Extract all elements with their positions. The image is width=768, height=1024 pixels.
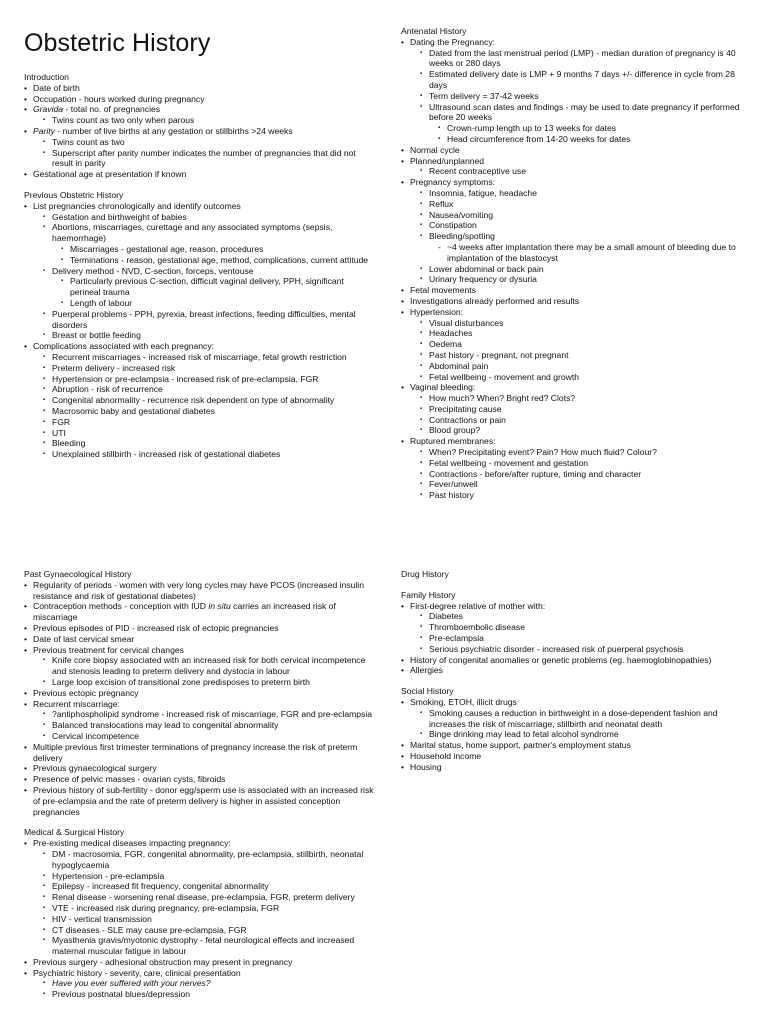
list-item: • Occupation - hours worked during pregnancy: [24, 94, 374, 105]
list-item: • Housing: [401, 762, 746, 773]
list-item: ▪ Fever/unwell: [420, 479, 746, 490]
list-item: • Fetal movements: [401, 285, 746, 296]
list-item: ▪ Estimated delivery date is LMP + 9 months 7 days +/- difference in cycle from 28 days: [420, 69, 746, 91]
list-item: ▪ Serious psychiatric disorder - increased risk of puerperal psychosis: [420, 644, 746, 655]
column-top-left: [24, 28, 374, 460]
list-item: • Ruptured membranes: ▪ When? Precipitating event? Pain? How much fluid? Colour? ▪ Fetal wellbeing - movement and gestation ▪ Contractions - before/after rupture, timing and character ▪ Fever/unwell ▪ Past history: [401, 436, 746, 501]
list-item: ▪ Dated from the last menstrual period (LMP) - median duration of pregnancy is 40 weeks or 280 days: [420, 48, 746, 70]
list-item: ▪ Length of labour: [61, 298, 374, 309]
list-item: • List pregnancies chronologically and identify outcomes ▪ Gestation and birthweight of babies ▪ Abortions, miscarriages, curettage and any associated symptoms (sepsis, haemorrhage) ▪ Miscarriages - gestational age, reason, procedures ▪ Terminations - reason, gestational age, method, complications, current attitude ▪ Delivery method - NVD, C-section, forceps, ventouse ▪ Particularly previous C-section, difficult vaginal delivery, PPH, significant perineal trauma ▪ Length of labour ▪ Puerperal problems - PPH, pyrexia, breast infections, feeding difficulties, mental disorders ▪ Breast or bottle feeding: [24, 201, 374, 341]
list-item: • Regularity of periods - women with very long cycles may have PCOS (increased insulin resistance and risk of gestational diabetes): [24, 580, 374, 602]
list-item: ▪ Recent contraceptive use: [420, 166, 746, 177]
list-item: • Pre-existing medical diseases impacting pregnancy: ▪ DM - macrosomia, FGR, congenital abnormality, pre-eclampsia, stillbirth, neonatal hypoglycaemia ▪ Hypertension - pre-eclampsia ▪ Epilepsy - increased fit frequency, congenital abnormality ▪ Renal disease - worsening renal disease, pre-eclampsia, FGR, preterm delivery ▪ VTE - increased risk during pregnancy, pre-eclampsia, FGR ▪ HIV - vertical transmission ▪ CT diseases - SLE may cause pre-eclampsia, FGR ▪ Myasthenia gravis/myotonic dystrophy - fetal neurological effects and increased maternal muscular fatigue in labour: [24, 838, 374, 957]
section-title-drug: Drug History: [401, 569, 449, 579]
list-item: ▪ Insomnia, fatigue, headache: [420, 188, 746, 199]
list-item: ▪ Lower abdominal or back pain: [420, 264, 746, 275]
list-item: ▪ Abruption - risk of recurrence: [43, 384, 374, 395]
list-item: • Presence of pelvic masses - ovarian cysts, fibroids: [24, 774, 374, 785]
list-item: • Complications associated with each pregnancy: ▪ Recurrent miscarriages - increased risk of miscarriage, fetal growth restriction ▪ Preterm delivery - increased risk ▪ Hypertension or pre-eclampsia - increased risk of pre-eclampsia, FGR ▪ Abruption - risk of recurrence ▪ Congenital abnormality - recurrence risk dependent on type of abnormality ▪ Macrosomic baby and gestational diabetes ▪ FGR ▪ UTI ▪ Bleeding ▪ Unexplained stillbirth - increased risk of gestational diabetes: [24, 341, 374, 460]
list-item: • Previous gynaecological surgery: [24, 763, 374, 774]
page-title: Obstetric History: [24, 29, 211, 57]
list-item: ▪ Twins count as two: [43, 137, 374, 148]
list-item: ▪ Previous postnatal blues/depression: [43, 989, 374, 1000]
social-list: [401, 697, 746, 773]
list-item: • Marital status, home support, partner's employment status: [401, 740, 746, 751]
list-item: ▪ Blood group?: [420, 425, 746, 436]
list-item: ▪ Precipitating cause: [420, 404, 746, 415]
list-item: ▪ Have you ever suffered with your nerves?: [43, 978, 374, 989]
list-item: ▪ UTI: [43, 428, 374, 439]
list-item: ▪ Headaches: [420, 328, 746, 339]
list-item: • Allergies: [401, 665, 746, 676]
list-item: ▪ Fetal wellbeing - movement and gestation: [420, 458, 746, 469]
introduction-list: [24, 83, 374, 180]
list-item: ▪ FGR: [43, 417, 374, 428]
list-item: • Hypertension: ▪ Visual disturbances ▪ Headaches ▪ Oedema ▪ Past history - pregnant, not pregnant ▪ Abdominal pain ▪ Fetal wellbeing - movement and growth: [401, 307, 746, 383]
section-title-antenatal: Antenatal History: [401, 26, 467, 36]
list-item: • Dating the Pregnancy: ▪ Dated from the last menstrual period (LMP) - median duration of pregnancy is 40 weeks or 280 days ▪ Estimated delivery date is LMP + 9 months 7 days +/- difference in cycle from 28 days ▪ Term delivery = 37-42 weeks ▪ Ultrasound scan dates and findings - may be used to date pregnancy if performed before 20 weeks ▪ Crown-rump length up to 13 weeks for dates ▪ Head circumference from 14-20 weeks for dates: [401, 37, 746, 145]
list-item: ▪ Large loop excision of transitional zone predisposes to preterm birth: [43, 677, 374, 688]
list-item: ▪ Preterm delivery - increased risk: [43, 363, 374, 374]
list-item: ▪ Hypertension or pre-eclampsia - increased risk of pre-eclampsia, FGR: [43, 374, 374, 385]
previous-obstetric-list: [24, 201, 374, 460]
list-item: ▪ Cervical incompetence: [43, 731, 374, 742]
list-item: ▪ Pre-eclampsia: [420, 633, 746, 644]
list-item: • Date of last cervical smear: [24, 634, 374, 645]
list-item: ▪ Particularly previous C-section, difficult vaginal delivery, PPH, significant perineal trauma: [61, 276, 374, 298]
list-item: - ~4 weeks after implantation there may be a small amount of bleeding due to implantation of the blastocyst: [438, 242, 746, 264]
section-title-medical-surgical: Medical & Surgical History: [24, 827, 125, 838]
list-item: ▪ Hypertension - pre-eclampsia: [43, 871, 374, 882]
list-item: • History of congenital anomalies or genetic problems (eg. haemoglobinopathies): [401, 655, 746, 666]
list-item: ▪ Renal disease - worsening renal disease, pre-eclampsia, FGR, preterm delivery: [43, 892, 374, 903]
list-item: • Previous surgery - adhesional obstruction may present in pregnancy: [24, 957, 374, 968]
list-item: ▪ Twins count as two only when parous: [43, 115, 374, 126]
section-title-previous-obstetric: Previous Obstetric History: [24, 189, 124, 200]
section-title-introduction: Introduction: [24, 72, 69, 82]
list-item: ▪ Abortions, miscarriages, curettage and any associated symptoms (sepsis, haemorrhage) ▪ Miscarriages - gestational age, reason, procedures ▪ Terminations - reason, gestational age, method, complications, current attitude: [43, 222, 374, 265]
list-item: • Smoking, ETOH, illicit drugs ▪ Smoking causes a reduction in birthweight in a dose-dependent fashion and increases the risk of miscarriage, stillbirth and neonatal death ▪ Binge drinking may lead to fetal alcohol syndrome: [401, 697, 746, 740]
list-item: ▪ Breast or bottle feeding: [43, 330, 374, 341]
list-item: ▪ Recurrent miscarriages - increased risk of miscarriage, fetal growth restriction: [43, 352, 374, 363]
list-item: • Multiple previous first trimester terminations of pregnancy increase the risk of preterm delivery: [24, 742, 374, 764]
list-item: ▪ Crown-rump length up to 13 weeks for dates: [438, 123, 746, 134]
list-item: • Planned/unplanned ▪ Recent contraceptive use: [401, 156, 746, 178]
list-item: • Gravida - total no. of pregnancies ▪ Twins count as two only when parous: [24, 104, 374, 126]
list-item: • Gestational age at presentation if known: [24, 169, 374, 180]
section-title-past-gynaecological: Past Gynaecological History: [24, 569, 132, 579]
medical-surgical-list: [24, 838, 374, 1000]
list-item: ▪ Past history: [420, 490, 746, 501]
list-item: ▪ Epilepsy - increased fit frequency, congenital abnormality: [43, 881, 374, 892]
list-item: ▪ Delivery method - NVD, C-section, forceps, ventouse ▪ Particularly previous C-section, difficult vaginal delivery, PPH, significant perineal trauma ▪ Length of labour: [43, 266, 374, 309]
list-item: ▪ Unexplained stillbirth - increased risk of gestational diabetes: [43, 449, 374, 460]
list-item: • Date of birth: [24, 83, 374, 94]
list-item: ▪ Bleeding: [43, 438, 374, 449]
family-list: [401, 601, 746, 677]
antenatal-list: [401, 37, 746, 501]
list-item: • Previous episodes of PID - increased risk of ectopic pregnancies: [24, 623, 374, 634]
list-item: ▪ Nausea/vomiting: [420, 210, 746, 221]
list-item: ▪ Puerperal problems - PPH, pyrexia, breast infections, feeding difficulties, mental disorders: [43, 309, 374, 331]
list-item: ▪ Head circumference from 14-20 weeks for dates: [438, 134, 746, 145]
list-item: ▪ Term delivery = 37-42 weeks: [420, 91, 746, 102]
list-item: • Recurrent miscarriage: ▪ ?antiphospholipid syndrome - increased risk of miscarriage, FGR and pre-eclampsia ▪ Balanced translocations may lead to congenital abnormality ▪ Cervical incompetence: [24, 699, 374, 742]
list-item: ▪ Macrosomic baby and gestational diabetes: [43, 406, 374, 417]
list-item: ▪ Visual disturbances: [420, 318, 746, 329]
list-item: ▪ Gestation and birthweight of babies: [43, 212, 374, 223]
list-item: • Investigations already performed and results: [401, 296, 746, 307]
list-item: • Pregnancy symptoms: ▪ Insomnia, fatigue, headache ▪ Reflux ▪ Nausea/vomiting ▪ Constipation ▪ Bleeding/spotting - ~4 weeks after implantation there may be a small amount of bleeding due to implantation of the blastocyst ▪ Lower abdominal or back pain ▪ Urinary frequency or dysuria: [401, 177, 746, 285]
list-item: • Household income: [401, 751, 746, 762]
list-item: ▪ Bleeding/spotting - ~4 weeks after implantation there may be a small amount of bleeding due to implantation of the blastocyst: [420, 231, 746, 263]
past-gynaecological-list: [24, 580, 374, 818]
list-item: ▪ Reflux: [420, 199, 746, 210]
list-item: ▪ When? Precipitating event? Pain? How much fluid? Colour?: [420, 447, 746, 458]
list-item: ▪ VTE - increased risk during pregnancy, pre-eclampsia, FGR: [43, 903, 374, 914]
list-item: ▪ Contractions - before/after rupture, timing and character: [420, 469, 746, 480]
list-item: ▪ Knife core biopsy associated with an increased risk for both cervical incompetence and stenosis leading to preterm delivery and dystocia in labour: [43, 655, 374, 677]
list-item: ▪ Abdominal pain: [420, 361, 746, 372]
list-item: • Vaginal bleeding: ▪ How much? When? Bright red? Clots? ▪ Precipitating cause ▪ Contractions or pain ▪ Blood group?: [401, 382, 746, 436]
list-item: ▪ Terminations - reason, gestational age, method, complications, current attitude: [61, 255, 374, 266]
list-item: ▪ Past history - pregnant, not pregnant: [420, 350, 746, 361]
list-item: ▪ CT diseases - SLE may cause pre-eclampsia, FGR: [43, 925, 374, 936]
list-item: • Psychiatric history - severity, care, clinical presentation ▪ Have you ever suffered with your nerves? ▪ Previous postnatal blues/depression: [24, 968, 374, 1000]
list-item: • First-degree relative of mother with: ▪ Diabetes ▪ Thromboembolic disease ▪ Pre-eclampsia ▪ Serious psychiatric disorder - increased risk of puerperal psychosis: [401, 601, 746, 655]
list-item: ▪ Urinary frequency or dysuria: [420, 274, 746, 285]
list-item: ▪ Fetal wellbeing - movement and growth: [420, 372, 746, 383]
list-item: ▪ Myasthenia gravis/myotonic dystrophy - fetal neurological effects and increased maternal muscular fatigue in labour: [43, 935, 374, 957]
list-item: ▪ Balanced translocations may lead to congenital abnormality: [43, 720, 374, 731]
list-item: ▪ Contractions or pain: [420, 415, 746, 426]
list-item: ▪ ?antiphospholipid syndrome - increased risk of miscarriage, FGR and pre-eclampsia: [43, 709, 374, 720]
section-title-family: Family History: [401, 589, 456, 600]
list-item: • Previous ectopic pregnancy: [24, 688, 374, 699]
list-item: ▪ Superscript after parity number indicates the number of pregnancies that did not result in parity: [43, 148, 374, 170]
column-top-right: [401, 26, 746, 501]
list-item: ▪ Ultrasound scan dates and findings - may be used to date pregnancy if performed before 20 weeks ▪ Crown-rump length up to 13 weeks for dates ▪ Head circumference from 14-20 weeks for dates: [420, 102, 746, 145]
list-item: • Parity - number of live births at any gestation or stillbirths >24 weeks ▪ Twins count as two ▪ Superscript after parity number indicates the number of pregnancies that did not result in parity: [24, 126, 374, 169]
column-bottom-left: [24, 569, 374, 1000]
list-item: ▪ DM - macrosomia, FGR, congenital abnormality, pre-eclampsia, stillbirth, neonatal hypoglycaemia: [43, 849, 374, 871]
column-bottom-right: [401, 569, 746, 773]
list-item: ▪ Oedema: [420, 339, 746, 350]
list-item: ▪ How much? When? Bright red? Clots?: [420, 393, 746, 404]
section-title-social: Social History: [401, 686, 454, 697]
list-item: ▪ Constipation: [420, 220, 746, 231]
list-item: ▪ Congenital abnormality - recurrence risk dependent on type of abnormality: [43, 395, 374, 406]
list-item: ▪ Diabetes: [420, 611, 746, 622]
list-item: • Previous treatment for cervical changes ▪ Knife core biopsy associated with an increased risk for both cervical incompetence and stenosis leading to preterm delivery and dystocia in labour ▪ Large loop excision of transitional zone predisposes to preterm birth: [24, 645, 374, 688]
list-item: • Contraception methods - conception with IUD in situ carries an increased risk of miscarriage: [24, 601, 374, 623]
list-item: ▪ Smoking causes a reduction in birthweight in a dose-dependent fashion and increases the risk of miscarriage, stillbirth and neonatal death: [420, 708, 746, 730]
list-item: ▪ Miscarriages - gestational age, reason, procedures: [61, 244, 374, 255]
list-item: ▪ Binge drinking may lead to fetal alcohol syndrome: [420, 729, 746, 740]
list-item: ▪ Thromboembolic disease: [420, 622, 746, 633]
list-item: ▪ HIV - vertical transmission: [43, 914, 374, 925]
list-item: • Normal cycle: [401, 145, 746, 156]
list-item: • Previous history of sub-fertility - donor egg/sperm use is associated with an increased risk of pre-eclampsia and the rate of preterm delivery is higher in assisted conception pregnancies: [24, 785, 374, 817]
